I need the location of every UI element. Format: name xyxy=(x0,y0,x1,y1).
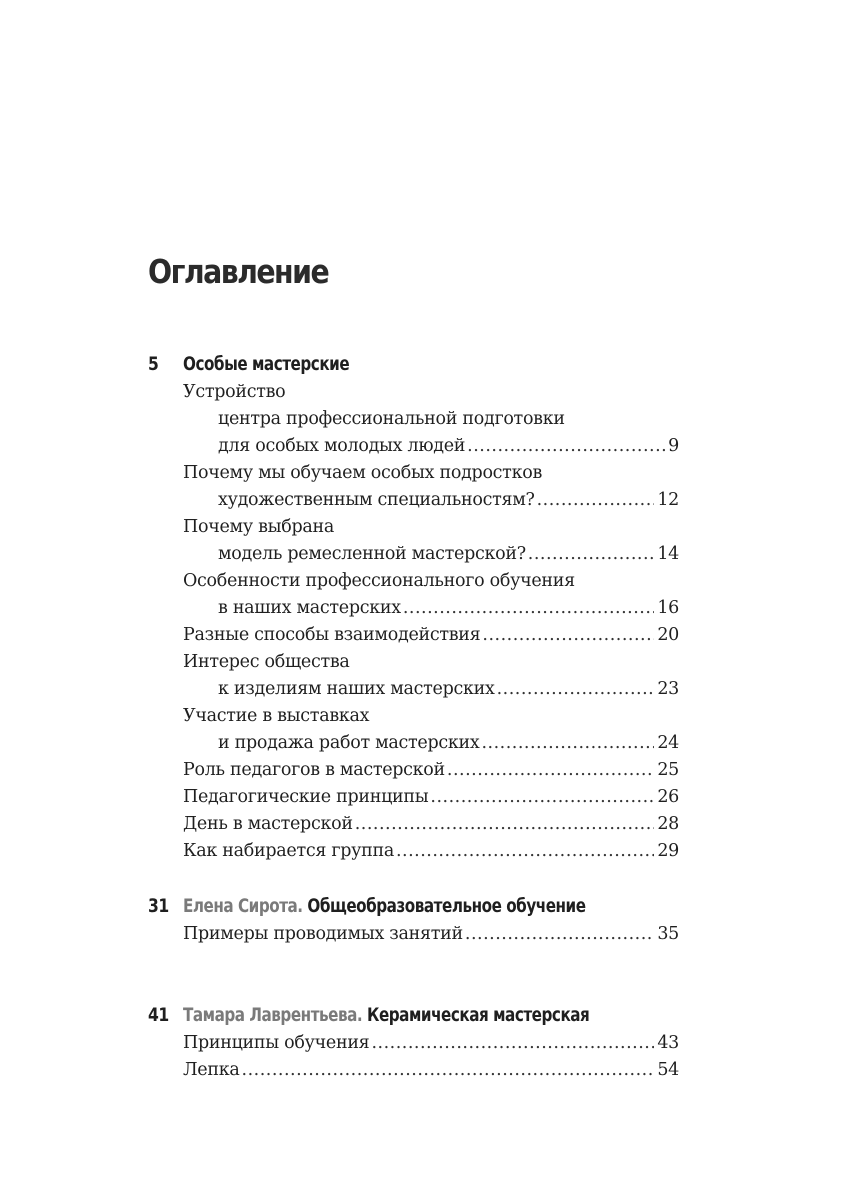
page-number: 43 xyxy=(657,1033,679,1053)
toc-entry-line[interactable] xyxy=(183,811,679,838)
dot-leader xyxy=(371,1030,654,1057)
page-number: 28 xyxy=(657,814,679,834)
section-author: Тамара Лаврентьева. xyxy=(183,1004,363,1026)
toc-entry-text: к изделиям наших мастерских xyxy=(218,679,495,699)
toc-entry-text: Как набирается группа xyxy=(183,841,394,861)
section-author: Елена Сирота. xyxy=(183,895,303,917)
toc-entry-line[interactable] xyxy=(218,541,679,568)
page-number: 23 xyxy=(657,679,679,699)
section-number: 41 xyxy=(148,1004,169,1026)
toc-entry-text: Примеры проводимых занятий xyxy=(183,924,463,944)
dot-leader xyxy=(497,676,655,703)
toc-entry-text: Разные способы взаимодействия xyxy=(183,625,481,645)
page-title: Оглавление xyxy=(148,252,329,291)
page-number: 29 xyxy=(657,841,679,861)
dot-leader xyxy=(482,622,654,649)
toc-entry-line[interactable] xyxy=(183,1057,679,1084)
toc-entry-line[interactable]: центра профессиональной подготовки xyxy=(218,409,565,429)
page-number: 14 xyxy=(657,544,679,564)
toc-entry-line[interactable]: Почему выбрана xyxy=(183,517,335,537)
toc-entry-text: Педагогические принципы xyxy=(183,787,429,807)
dot-leader xyxy=(528,541,655,568)
toc-entry-text: в наших мастерских xyxy=(218,598,401,618)
section-number: 5 xyxy=(148,353,159,375)
section-title: Особые мастерские xyxy=(183,353,350,375)
toc-entry-line[interactable] xyxy=(183,622,679,649)
toc-entry-line[interactable] xyxy=(218,676,679,703)
section-number: 31 xyxy=(148,895,169,917)
page-number: 9 xyxy=(668,436,679,456)
toc-entry-text: Лепка xyxy=(183,1060,240,1080)
toc-entry-line[interactable] xyxy=(218,595,679,622)
toc-entry-line[interactable]: Участие в выставках xyxy=(183,706,370,726)
toc-entry-text: и продажа работ мастерских xyxy=(218,733,480,753)
toc-entry-line[interactable] xyxy=(183,921,679,948)
page-number: 20 xyxy=(657,625,679,645)
toc-entry-line[interactable] xyxy=(183,757,679,784)
section-title: Керамическая мастерская xyxy=(367,1004,590,1026)
page-number: 24 xyxy=(657,733,679,753)
page-number: 16 xyxy=(657,598,679,618)
section-title: Общеобразовательное обучение xyxy=(307,895,586,917)
toc-entry-text: Роль педагогов в мастерской xyxy=(183,760,445,780)
dot-leader xyxy=(465,921,654,948)
page-number: 12 xyxy=(657,490,679,510)
dot-leader xyxy=(447,757,654,784)
toc-entry-line[interactable] xyxy=(183,784,679,811)
toc-entry-text: художественным специальностям? xyxy=(218,490,535,510)
toc-entry-line[interactable]: Особенности профессионального обучения xyxy=(183,571,575,591)
page-number: 25 xyxy=(657,760,679,780)
toc-entry-text: модель ремесленной мастерской? xyxy=(218,544,526,564)
toc-entry-text: День в мастерской xyxy=(183,814,353,834)
page-number: 26 xyxy=(657,787,679,807)
toc-entry-line[interactable]: Устройство xyxy=(183,382,286,402)
toc-entry-line[interactable] xyxy=(183,838,679,865)
dot-leader xyxy=(467,433,665,460)
toc-entry-line[interactable]: Интерес общества xyxy=(183,652,350,672)
dot-leader xyxy=(355,811,655,838)
dot-leader xyxy=(403,595,654,622)
toc-entry-line[interactable] xyxy=(218,730,679,757)
toc-entry-line[interactable] xyxy=(183,1030,679,1057)
toc-entry-line[interactable] xyxy=(218,433,679,460)
toc-entry-line[interactable] xyxy=(218,487,679,514)
dot-leader xyxy=(537,487,655,514)
dot-leader xyxy=(481,730,654,757)
toc-entry-text: для особых молодых людей xyxy=(218,436,466,456)
dot-leader xyxy=(396,838,654,865)
page-number: 54 xyxy=(657,1060,679,1080)
toc-entry-text: Принципы обучения xyxy=(183,1033,370,1053)
dot-leader xyxy=(242,1057,655,1084)
toc-entry-line[interactable]: Почему мы обучаем особых подростков xyxy=(183,463,542,483)
page-number: 35 xyxy=(657,924,679,944)
dot-leader xyxy=(430,784,654,811)
